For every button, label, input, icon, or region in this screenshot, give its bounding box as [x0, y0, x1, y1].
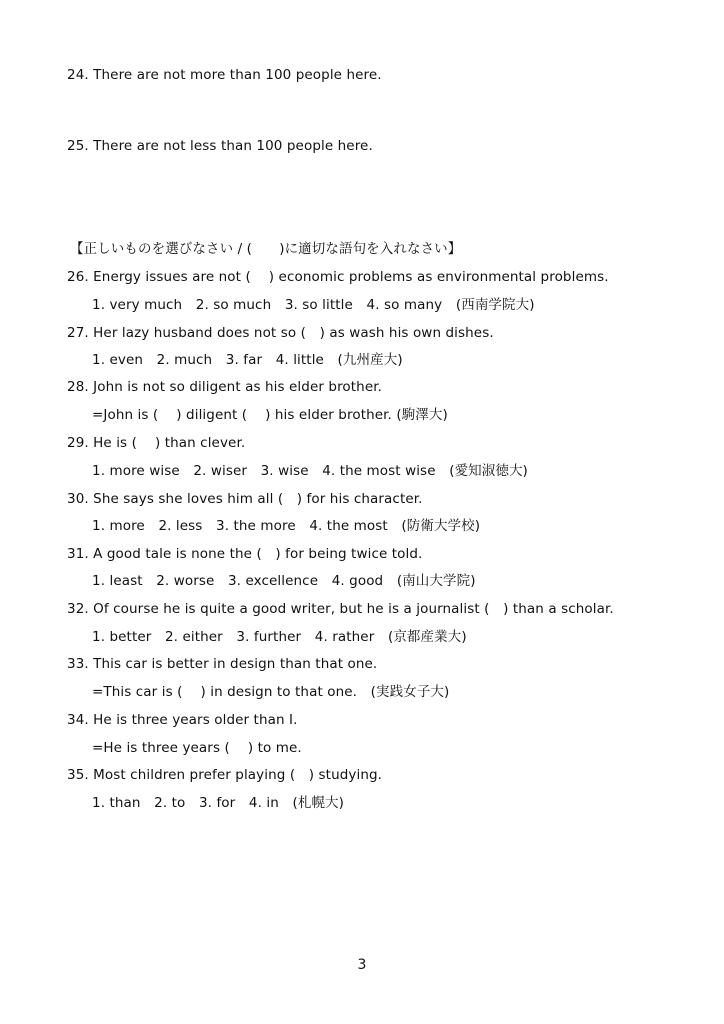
- question-35-options: 1. than 2. to 3. for 4. in (札幌大): [92, 795, 345, 811]
- page-number: 3: [357, 957, 367, 973]
- question-33: 33. This car is better in design than that one.: [67, 656, 378, 672]
- question-24: 24. There are not more than 100 people here.: [67, 67, 382, 83]
- question-26: 26. Energy issues are not ( ) economic problems as environmental problems.: [67, 269, 609, 285]
- question-27: 27. Her lazy husband does not so ( ) as wash his own dishes.: [67, 325, 494, 341]
- question-30: 30. She says she loves him all ( ) for his character.: [67, 491, 423, 507]
- question-34-rewrite: =He is three years ( ) to me.: [92, 740, 302, 756]
- section-heading: 【正しいものを選びなさい / ( )に適切な語句を入れなさい】: [70, 241, 462, 257]
- question-34: 34. He is three years older than I.: [67, 712, 298, 728]
- question-35: 35. Most children prefer playing ( ) studying.: [67, 767, 383, 783]
- question-33-rewrite: =This car is ( ) in design to that one. (実践女子大): [92, 684, 450, 700]
- question-30-options: 1. more 2. less 3. the more 4. the most (防衛大学校): [92, 518, 481, 534]
- question-27-options: 1. even 2. much 3. far 4. little (九州産大): [92, 352, 403, 368]
- question-28-rewrite: =John is ( ) diligent ( ) his elder brother. (駒澤大): [92, 407, 448, 423]
- question-29: 29. He is ( ) than clever.: [67, 435, 246, 451]
- question-28: 28. John is not so diligent as his elder brother.: [67, 379, 383, 395]
- question-26-options: 1. very much 2. so much 3. so little 4. so many (西南学院大): [92, 297, 535, 313]
- question-29-options: 1. more wise 2. wiser 3. wise 4. the most wise (愛知淑徳大): [92, 463, 528, 479]
- question-25: 25. There are not less than 100 people here.: [67, 138, 373, 154]
- question-31-options: 1. least 2. worse 3. excellence 4. good (南山大学院): [92, 573, 476, 589]
- question-32: 32. Of course he is quite a good writer, but he is a journalist ( ) than a scholar.: [67, 601, 614, 617]
- question-31: 31. A good tale is none the ( ) for being twice told.: [67, 546, 423, 562]
- question-32-options: 1. better 2. either 3. further 4. rather (京都産業大): [92, 629, 467, 645]
